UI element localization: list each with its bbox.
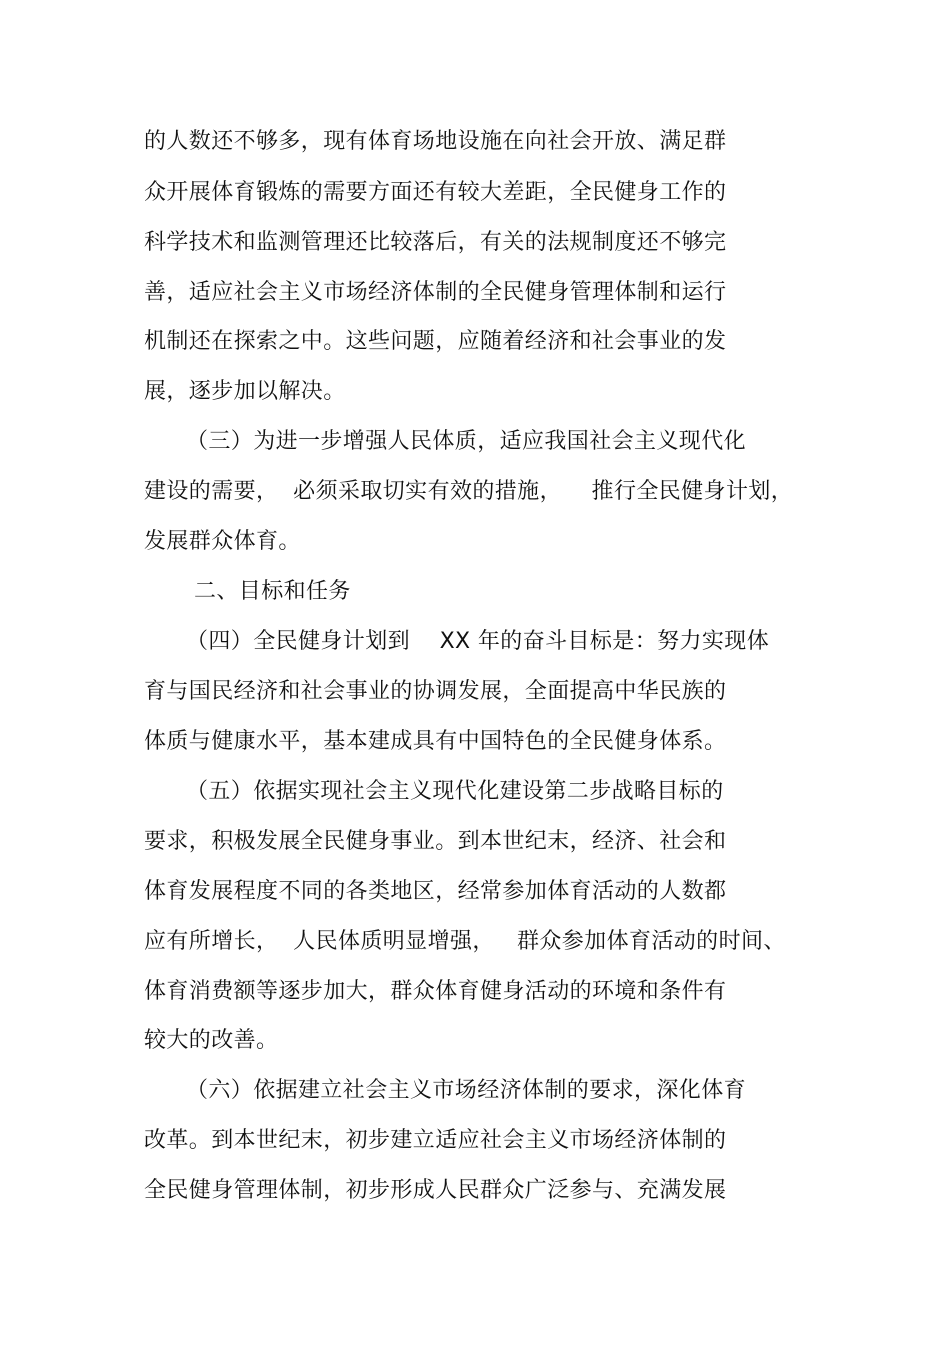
text-line: 体育发展程度不同的各类地区，经常参加体育活动的人数都	[144, 879, 727, 904]
text-line: 全民健身管理体制，初步形成人民群众广泛参与、充满发展	[144, 1178, 727, 1203]
text-line: 众开展体育锻炼的需要方面还有较大差距，全民健身工作的	[144, 180, 727, 205]
text-line: 要求，积极发展全民健身事业。到本世纪末，经济、社会和	[144, 829, 727, 854]
section-heading: 二、目标和任务	[194, 579, 351, 604]
text-line: 发展群众体育。	[144, 529, 301, 554]
paragraph-3-line: （三）为进一步增强人民体质，适应我国社会主义现代化	[186, 429, 747, 454]
text-line: 机制还在探索之中。这些问题，应随着经济和社会事业的发	[144, 329, 727, 354]
text-line: 应有所增长， 人民体质明显增强， 群众参加体育活动的时间、	[144, 929, 786, 954]
paragraph-4-line: （四）全民健身计划到 XX 年的奋斗目标是：努力实现体	[186, 629, 770, 654]
text-line: 善，适应社会主义市场经济体制的全民健身管理体制和运行	[144, 280, 727, 305]
text-line: 建设的需要， 必须采取切实有效的措施， 推行全民健身计划，	[144, 479, 794, 504]
text-line: 较大的改善。	[144, 1028, 279, 1053]
text-line: 科学技术和监测管理还比较落后，有关的法规制度还不够完	[144, 230, 727, 255]
paragraph-5-line: （五）依据实现社会主义现代化建设第二步战略目标的	[186, 779, 724, 804]
text-line: 展，逐步加以解决。	[144, 379, 346, 404]
paragraph-6-line: （六）依据建立社会主义市场经济体制的要求，深化体育	[186, 1078, 747, 1103]
text-line: 改革。到本世纪末，初步建立适应社会主义市场经济体制的	[144, 1128, 727, 1153]
text-line: 体质与健康水平，基本建成具有中国特色的全民健身体系。	[144, 729, 727, 754]
text-line: 体育消费额等逐步加大，群众体育健身活动的环境和条件有	[144, 979, 727, 1004]
text-line: 育与国民经济和社会事业的协调发展，全面提高中华民族的	[144, 679, 727, 704]
text-line: 的人数还不够多，现有体育场地设施在向社会开放、满足群	[144, 129, 727, 154]
